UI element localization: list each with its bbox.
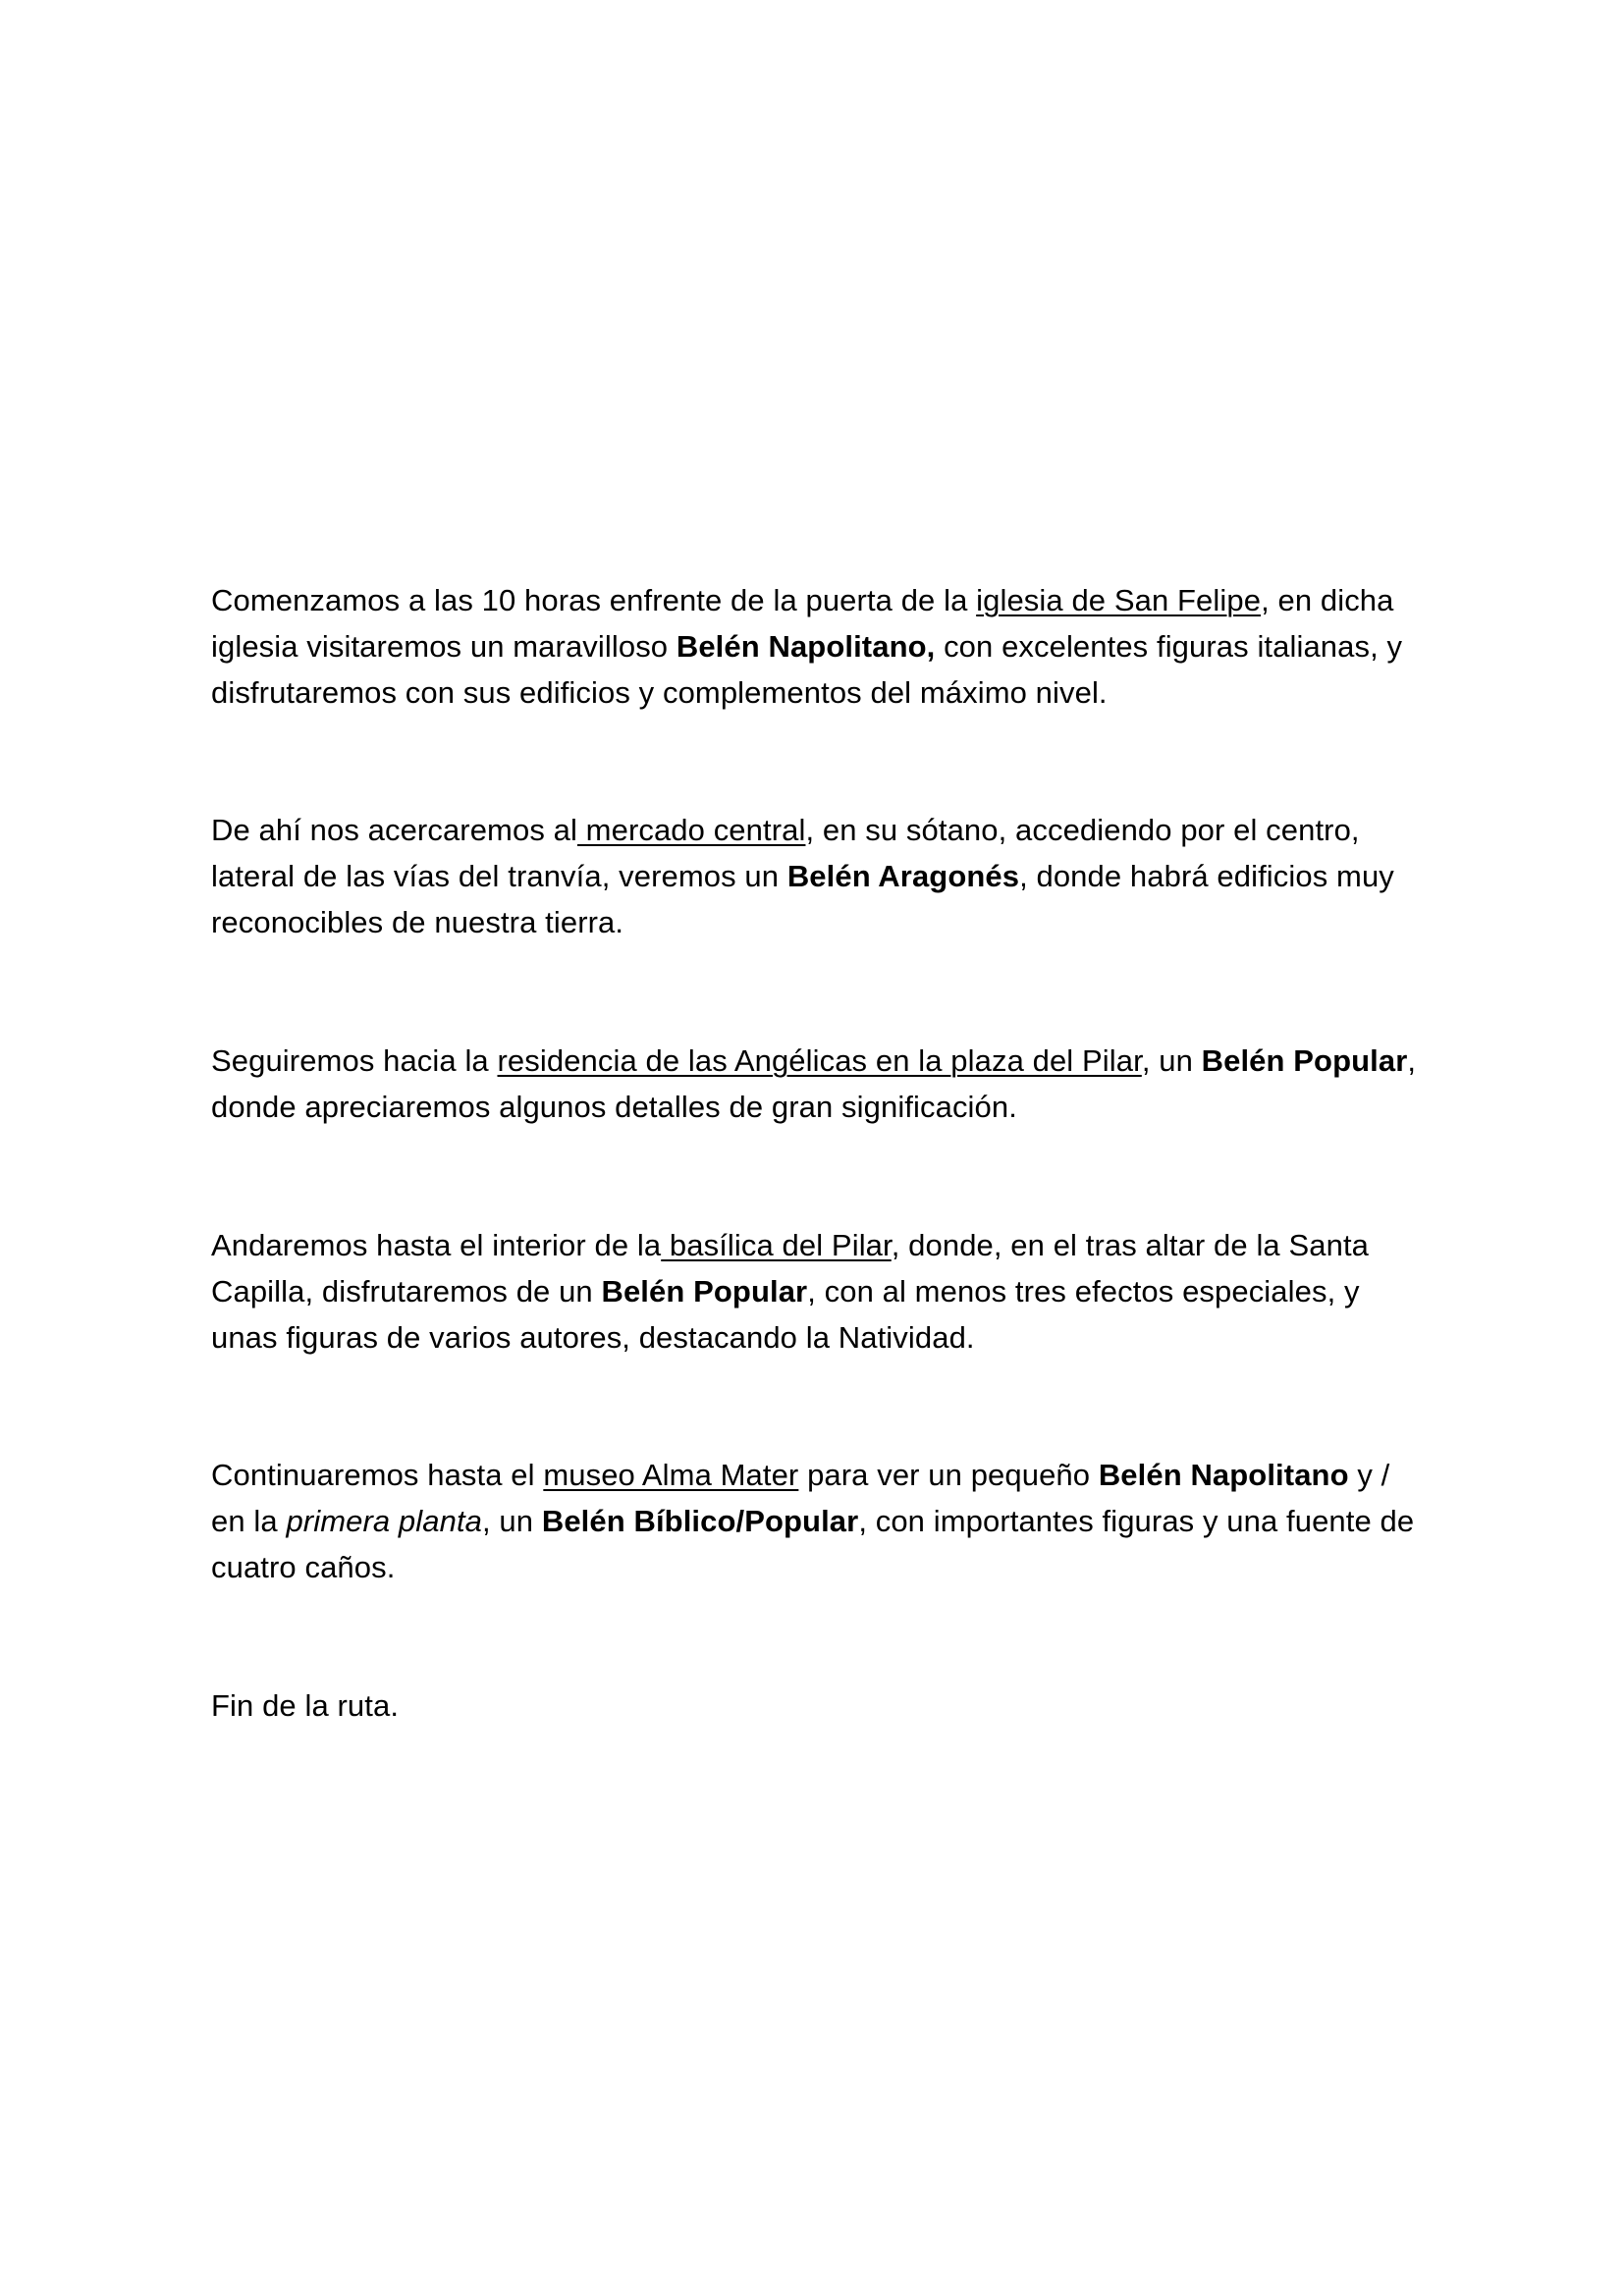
body-text: , donde habrá edificios muy reconocibles de nuestra tierra. bbox=[211, 859, 1394, 939]
body-text: con excelentes figuras italianas, y disfrutaremos con sus edificios y complementos del máximo nivel. bbox=[211, 629, 1403, 710]
body-text: , un bbox=[482, 1504, 542, 1538]
body-text: , en dicha iglesia visitaremos un maravilloso bbox=[211, 583, 1394, 664]
inline-link[interactable]: museo Alma Mater bbox=[543, 1458, 799, 1492]
body-text: , donde, en el tras altar de la Santa Capilla, disfrutaremos de un bbox=[211, 1228, 1369, 1308]
paragraph-museo-alma-mater bbox=[211, 1452, 1419, 1590]
body-text: , con importantes figuras y una fuente de cuatro caños. bbox=[211, 1504, 1415, 1584]
italic-text: primera planta bbox=[286, 1504, 482, 1538]
body-text: Fin de la ruta. bbox=[211, 1688, 400, 1723]
inline-link[interactable]: basílica del Pilar bbox=[661, 1228, 892, 1262]
bold-text: Belén Napolitano, bbox=[676, 629, 936, 664]
body-text: Andaremos hasta el interior de la bbox=[211, 1228, 662, 1262]
inline-link[interactable]: iglesia de San Felipe bbox=[976, 583, 1262, 617]
paragraph-mercado-central bbox=[211, 807, 1419, 945]
body-text: , un bbox=[1141, 1043, 1202, 1078]
body-text: De ahí nos acercaremos al bbox=[211, 813, 577, 847]
body-text: para ver un pequeño bbox=[798, 1458, 1099, 1492]
body-text: , donde apreciaremos algunos detalles de gran significación. bbox=[211, 1043, 1417, 1124]
bold-text: Belén Napolitano bbox=[1098, 1458, 1349, 1492]
body-text: , con al menos tres efectos especiales, y unas figuras de varios autores, destacando la Natividad. bbox=[211, 1274, 1360, 1355]
inline-link[interactable]: mercado central bbox=[576, 813, 806, 847]
bold-text: Belén Bíblico/Popular bbox=[541, 1504, 859, 1538]
bold-text: Belén Popular bbox=[601, 1274, 808, 1308]
paragraph-san-felipe bbox=[211, 577, 1419, 716]
paragraph-basilica-pilar bbox=[211, 1222, 1419, 1361]
bold-text: Belén Popular bbox=[1201, 1043, 1408, 1078]
body-text: y / en la bbox=[211, 1458, 1390, 1538]
bold-text: Belén Aragonés bbox=[786, 859, 1020, 893]
body-text: Continuaremos hasta el bbox=[211, 1458, 544, 1492]
body-text: Comenzamos a las 10 horas enfrente de la puerta de la bbox=[211, 583, 977, 617]
inline-link[interactable]: residencia de las Angélicas en la plaza del Pilar bbox=[497, 1043, 1142, 1078]
body-text: Seguiremos hacia la bbox=[211, 1043, 498, 1078]
paragraph-angelicas bbox=[211, 1038, 1419, 1130]
body-text: , en su sótano, accediendo por el centro, lateral de las vías del tranvía, veremos un bbox=[211, 813, 1360, 893]
paragraph-fin-ruta bbox=[211, 1682, 1419, 1729]
